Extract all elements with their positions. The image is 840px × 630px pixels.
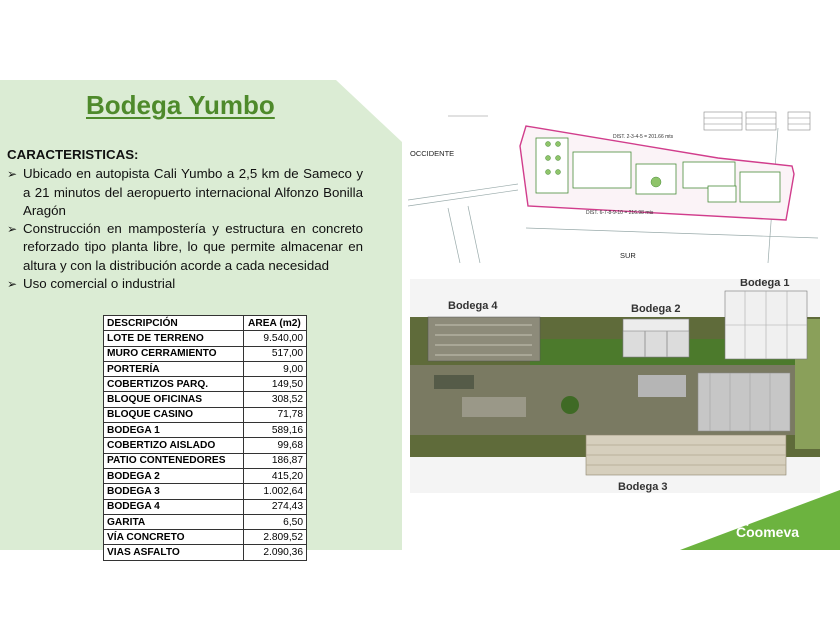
row-description: MURO CERRAMIENTO (104, 346, 244, 361)
row-area: 9,00 (244, 361, 307, 376)
page-title: Bodega Yumbo (86, 90, 275, 120)
table-row (104, 377, 307, 392)
row-description: BODEGA 3 (104, 484, 244, 499)
row-description: PORTERÍA (104, 361, 244, 376)
list-item: ➢ Ubicado en autopista Cali Yumbo a 2,5 km de Sameco y a 21 minutos del aeropuerto internacional Alfonzo Bonilla Aragón (7, 166, 363, 218)
features-list (7, 165, 363, 293)
table-row (104, 361, 307, 376)
row-description: COBERTIZO AISLADO (104, 438, 244, 453)
plan-distance-top: DIST. 2-3-4-5 = 201.66 mts (613, 134, 674, 140)
row-area: 2.090,36 (244, 545, 307, 560)
plan-west-label: OCCIDENTE (410, 149, 455, 158)
row-area: 274,43 (244, 499, 307, 514)
row-description: VÍA CONCRETO (104, 530, 244, 545)
label-bodega-2: Bodega 2 (631, 303, 681, 315)
row-area: 71,78 (244, 407, 307, 422)
aerial-photo (410, 279, 820, 493)
row-description: BODEGA 4 (104, 499, 244, 514)
row-description: VIAS ASFALTO (104, 545, 244, 560)
table-row (104, 514, 307, 529)
row-description: BLOQUE CASINO (104, 407, 244, 422)
table-row (104, 499, 307, 514)
row-description: COBERTIZOS PARQ. (104, 377, 244, 392)
row-description: PATIO CONTENEDORES (104, 453, 244, 468)
table-row (104, 392, 307, 407)
table-row (104, 331, 307, 346)
coomeva-logo (680, 490, 840, 550)
table-row (104, 453, 307, 468)
row-area: 308,52 (244, 392, 307, 407)
row-area: 517,00 (244, 346, 307, 361)
row-description: BLOQUE OFICINAS (104, 392, 244, 407)
table-row (104, 484, 307, 499)
table-header-row (104, 316, 307, 331)
arrow-bullet-icon: ➢ (7, 222, 18, 237)
arrow-bullet-icon: ➢ (7, 167, 18, 182)
row-area: 149,50 (244, 377, 307, 392)
row-area: 1.002,64 (244, 484, 307, 499)
row-description: BODEGA 2 (104, 468, 244, 483)
table-row (104, 423, 307, 438)
plan-south-label: SUR (620, 251, 636, 260)
row-area: 9.540,00 (244, 331, 307, 346)
row-area: 415,20 (244, 468, 307, 483)
column-header-area: AREA (m2) (244, 316, 307, 331)
table-row (104, 468, 307, 483)
list-item: ➢ Construcción en mampostería y estructura en concreto reforzado tipo planta libre, lo que permite almacenar en altura y con la distribución acorde a cada necesidad (7, 221, 363, 273)
logo-text: Coomeva (736, 524, 800, 540)
areas-table (103, 315, 307, 561)
label-bodega-3: Bodega 3 (618, 481, 668, 493)
label-bodega-1: Bodega 1 (740, 279, 790, 289)
table-row (104, 530, 307, 545)
table-row (104, 346, 307, 361)
row-description: LOTE DE TERRENO (104, 331, 244, 346)
row-area: 589,16 (244, 423, 307, 438)
list-item: ➢ Uso comercial o industrial (7, 275, 363, 293)
table-row (104, 545, 307, 560)
features-heading: CARACTERISTICAS: (7, 147, 139, 162)
column-header-description: DESCRIPCIÓN (104, 316, 244, 331)
row-area: 6,50 (244, 514, 307, 529)
row-area: 99,68 (244, 438, 307, 453)
table-row (104, 407, 307, 422)
plan-distance-bottom: DIST. 6-7-8-9-10 = 216.98 mts (586, 210, 654, 216)
row-area: 2.809,52 (244, 530, 307, 545)
row-area: 186,87 (244, 453, 307, 468)
table-row (104, 438, 307, 453)
table-body (104, 331, 307, 560)
label-bodega-4: Bodega 4 (448, 300, 498, 312)
arrow-bullet-icon: ➢ (7, 277, 18, 292)
row-description: BODEGA 1 (104, 423, 244, 438)
features-section (7, 146, 363, 293)
row-description: GARITA (104, 514, 244, 529)
site-plan-drawing (408, 108, 818, 263)
